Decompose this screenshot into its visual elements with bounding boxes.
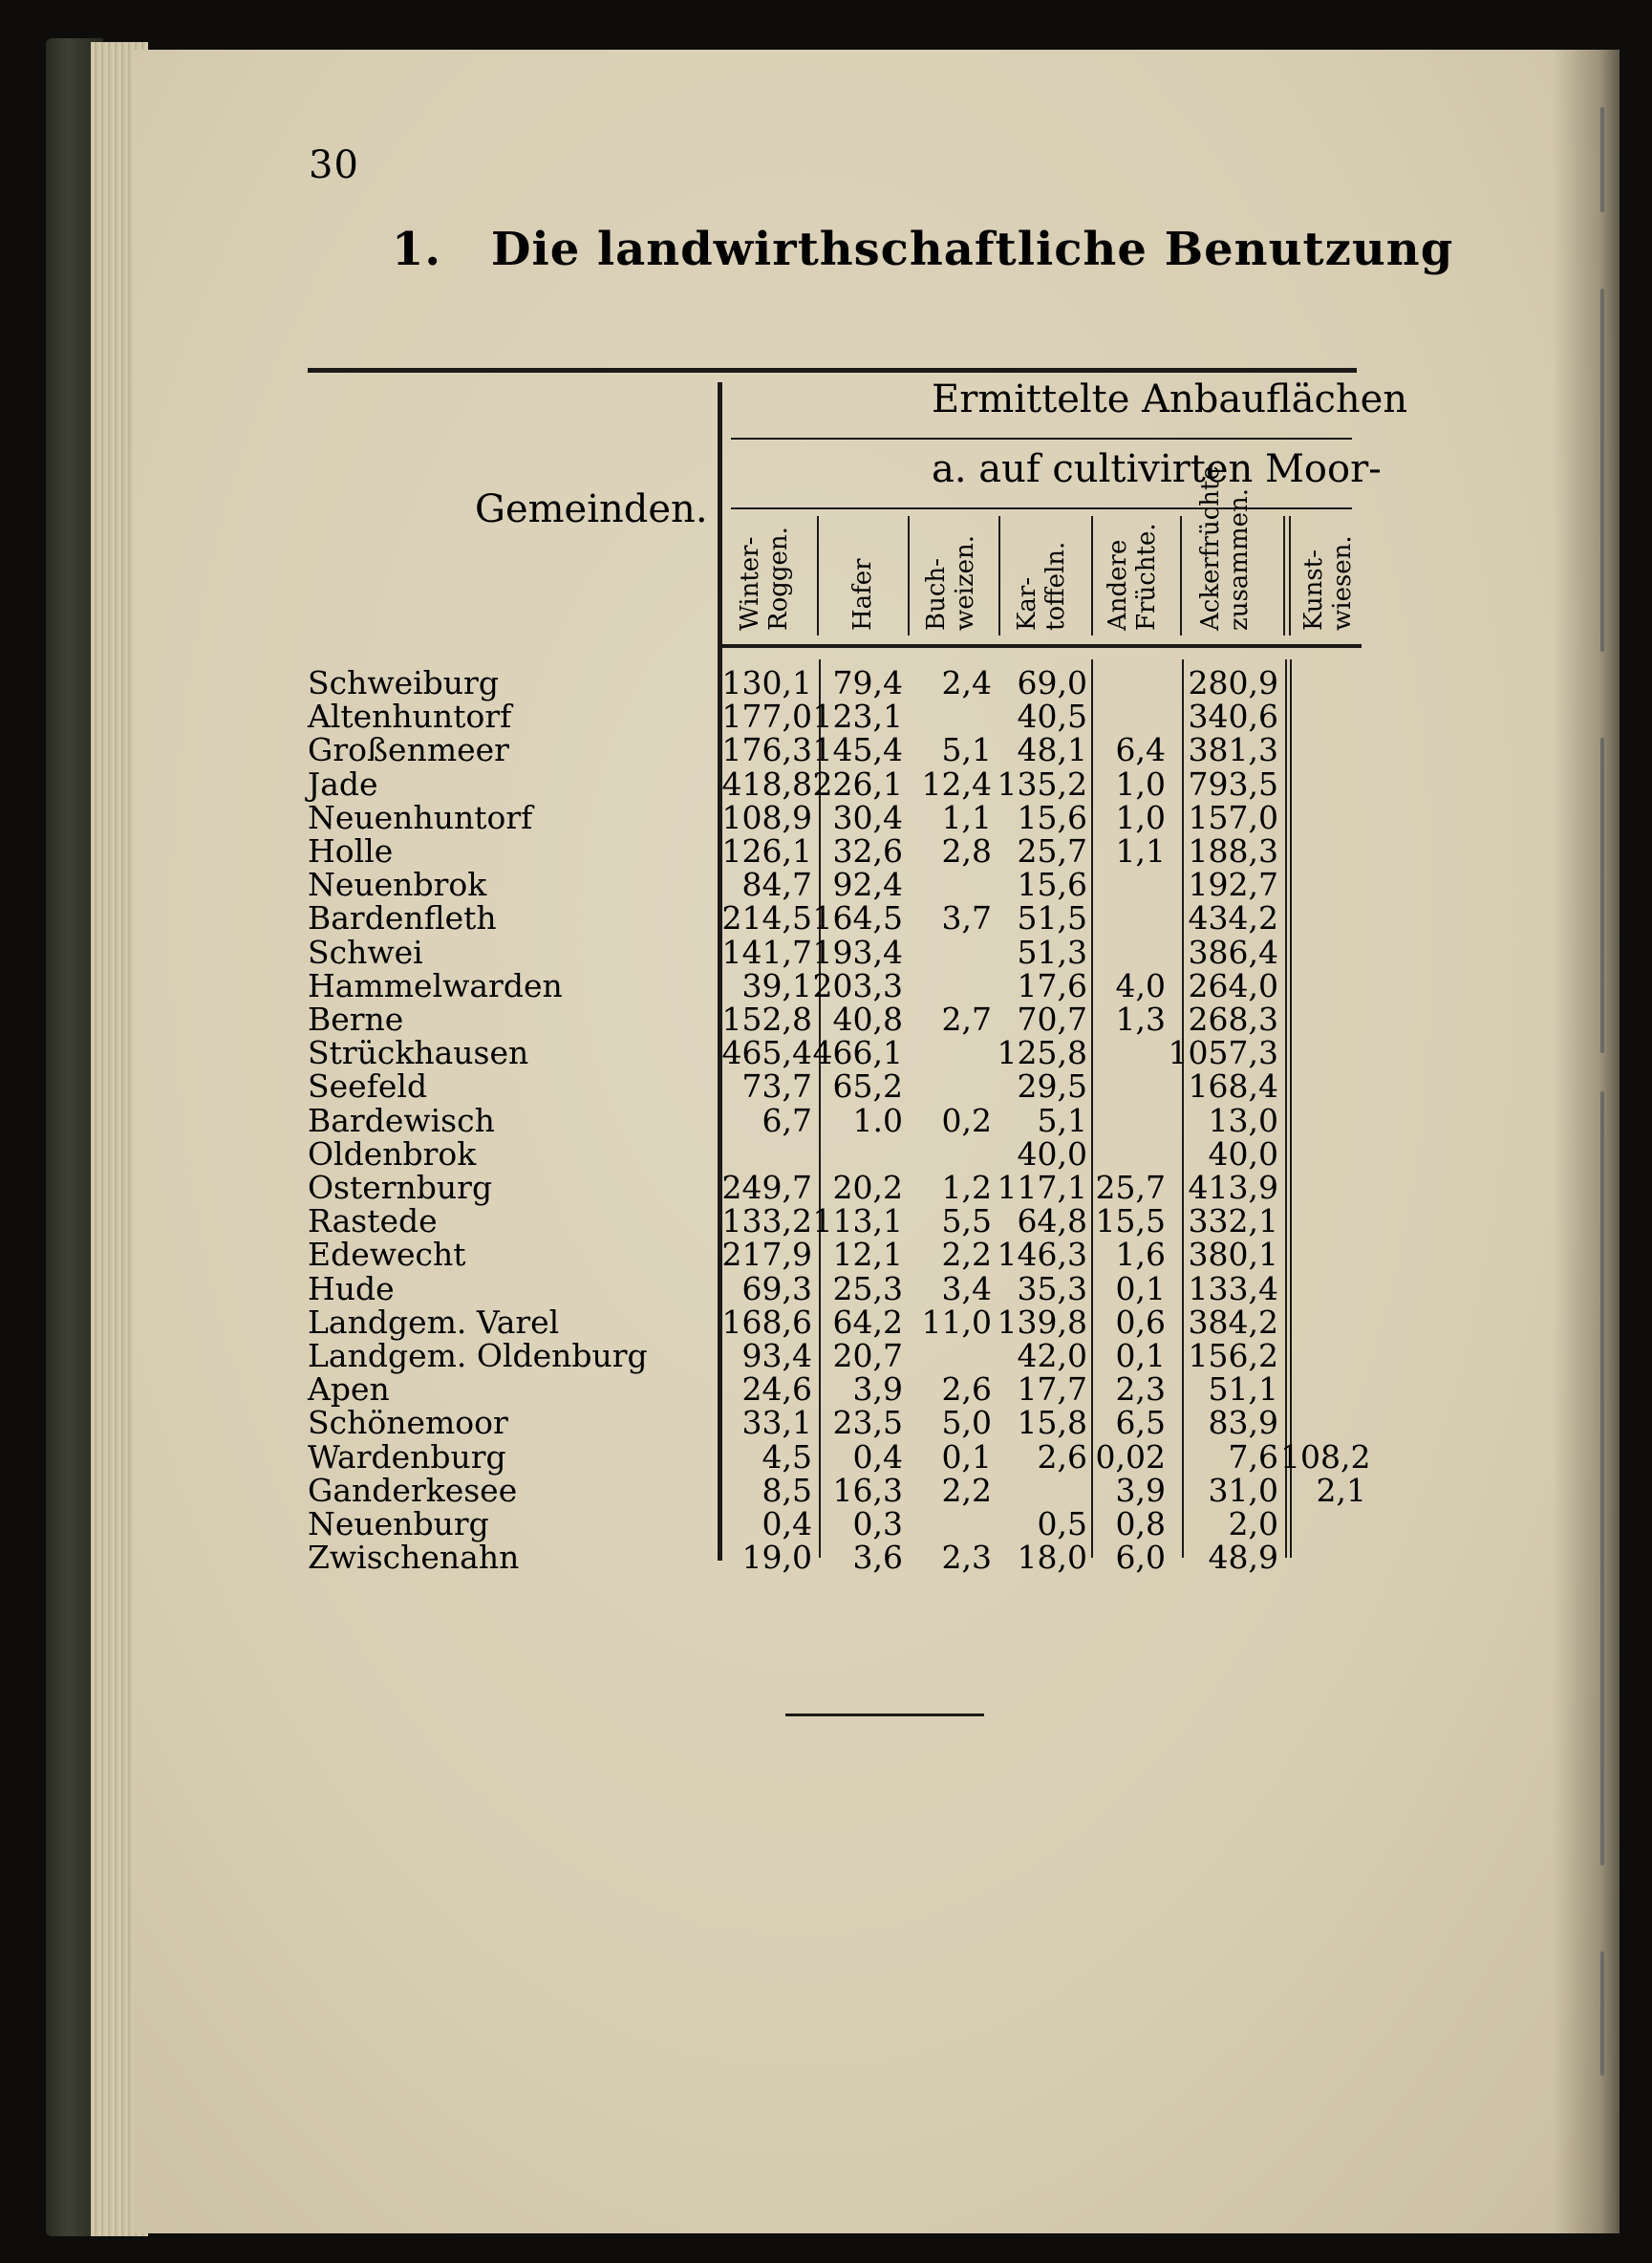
column-header-field-crops-total: Ackerfrüchte zusammen. <box>1196 465 1254 631</box>
municipality-name: Edewecht <box>308 1236 466 1274</box>
cell-potatoes: 48,1 <box>1017 731 1087 769</box>
table-row <box>0 1404 1529 1442</box>
cell-other: 3,9 <box>1115 1471 1166 1509</box>
column-divider <box>1091 516 1093 636</box>
cell-extra <box>1280 733 1366 766</box>
table-row <box>0 1339 1529 1372</box>
table-row <box>0 834 1529 868</box>
cell-oats: 123,1 <box>812 698 903 736</box>
cell-extra <box>1280 1507 1366 1541</box>
municipality-name: Oldenbrok <box>308 1134 477 1173</box>
title-number: 1. <box>392 223 442 276</box>
cell-extra <box>1280 1272 1366 1305</box>
cell-other: 25,7 <box>1095 1169 1166 1206</box>
cell-other: 1,3 <box>1115 1001 1166 1038</box>
cell-winter-rye: 108,9 <box>721 798 812 836</box>
cell-extra: 108,2 <box>1280 1437 1371 1476</box>
cell-total: 793,5 <box>1188 765 1278 803</box>
cell-oats: 20,7 <box>832 1337 903 1374</box>
cell-extra <box>1280 1541 1366 1574</box>
cell-winter-rye: 8,5 <box>762 1471 812 1509</box>
municipality-name: Rastede <box>308 1202 438 1240</box>
cell-winter-rye: 73,7 <box>741 1067 812 1106</box>
cell-oats: 25,3 <box>832 1269 903 1307</box>
cell-oats: 0,4 <box>852 1437 903 1476</box>
cell-other: 1,0 <box>1115 765 1166 803</box>
cell-buckwheat <box>896 1339 992 1372</box>
cell-potatoes: 125,8 <box>997 1034 1087 1072</box>
cell-winter-rye: 418,8 <box>721 765 812 803</box>
cell-total: 51,1 <box>1208 1370 1278 1409</box>
cell-winter-rye: 6,7 <box>762 1101 812 1139</box>
cell-oats: 12,1 <box>832 1236 903 1274</box>
cell-other: 6,4 <box>1115 731 1166 769</box>
cell-potatoes: 0,5 <box>1037 1505 1087 1542</box>
cell-other: 0,02 <box>1095 1437 1166 1476</box>
cell-winter-rye: 0,4 <box>762 1505 812 1542</box>
cell-other <box>1070 868 1166 901</box>
cell-extra <box>1280 1137 1366 1171</box>
cell-potatoes: 15,6 <box>1017 866 1087 904</box>
cell-total: 168,4 <box>1188 1067 1278 1106</box>
municipality-name: Schweiburg <box>308 664 499 701</box>
column-divider <box>1289 516 1291 636</box>
municipality-name: Bardewisch <box>308 1101 495 1139</box>
cell-potatoes: 18,0 <box>1017 1539 1087 1577</box>
municipality-name: Schwei <box>308 933 423 971</box>
table-row <box>0 899 1529 938</box>
cell-winter-rye: 176,3 <box>721 731 812 769</box>
cell-winter-rye: 4,5 <box>762 1437 812 1476</box>
cell-extra <box>1280 1036 1366 1069</box>
cell-other: 1,0 <box>1115 798 1166 836</box>
cell-extra <box>1280 901 1366 935</box>
table-row <box>0 1034 1529 1072</box>
table-row <box>0 1204 1529 1238</box>
cell-potatoes: 70,7 <box>1017 1001 1087 1038</box>
cell-buckwheat: 2,3 <box>941 1539 992 1577</box>
cell-buckwheat: 12,4 <box>921 765 992 803</box>
cell-oats: 30,4 <box>832 798 903 836</box>
cell-buckwheat: 2,2 <box>941 1236 992 1274</box>
municipality-name: Großenmeer <box>308 731 509 769</box>
cell-buckwheat: 3,4 <box>941 1269 992 1307</box>
table-row <box>0 1236 1529 1274</box>
municipality-name: Wardenburg <box>308 1437 506 1476</box>
cell-oats <box>798 1137 903 1171</box>
municipality-name: Neuenhuntorf <box>308 798 533 836</box>
cell-extra <box>1280 1305 1366 1339</box>
cell-total: 7,6 <box>1228 1437 1278 1476</box>
cell-oats: 113,1 <box>812 1202 903 1240</box>
cell-potatoes: 64,8 <box>1017 1202 1087 1240</box>
cell-oats: 32,6 <box>832 832 903 870</box>
cell-total: 31,0 <box>1208 1471 1278 1509</box>
cell-oats: 20,2 <box>832 1169 903 1206</box>
municipality-name: Ganderkesee <box>308 1471 518 1509</box>
cell-oats: 16,3 <box>832 1471 903 1509</box>
cell-other: 1,1 <box>1115 832 1166 870</box>
cell-total: 2,0 <box>1228 1505 1278 1542</box>
cell-buckwheat: 2,7 <box>941 1001 992 1038</box>
table-row <box>0 1002 1529 1036</box>
column-header-winter-rye: Winter- Roggen. <box>736 527 793 631</box>
cell-other: 6,0 <box>1115 1539 1166 1577</box>
cell-buckwheat <box>896 936 992 969</box>
cell-oats: 226,1 <box>812 765 903 803</box>
cell-other <box>1070 901 1166 935</box>
cell-buckwheat: 3,7 <box>941 899 992 938</box>
table-row <box>0 698 1529 736</box>
cell-extra <box>1280 1171 1366 1204</box>
municipality-name: Seefeld <box>308 1067 428 1106</box>
cell-buckwheat <box>896 1507 992 1541</box>
table-row <box>0 1539 1529 1577</box>
cell-winter-rye: 126,1 <box>721 832 812 870</box>
cell-potatoes: 5,1 <box>1037 1101 1087 1139</box>
cell-potatoes: 15,6 <box>1017 798 1087 836</box>
cell-buckwheat: 2,4 <box>941 664 992 701</box>
cell-oats: 79,4 <box>832 664 903 701</box>
cell-extra <box>1280 666 1366 700</box>
cell-extra <box>1280 1104 1366 1137</box>
cell-winter-rye: 214,5 <box>721 899 812 938</box>
cell-other: 4,0 <box>1115 966 1166 1004</box>
table-row <box>0 866 1529 904</box>
table-row <box>0 933 1529 971</box>
cell-buckwheat: 1,1 <box>941 798 992 836</box>
column-header-other-crops: Andere Früchte. <box>1104 523 1161 631</box>
cell-extra <box>1280 801 1366 834</box>
cell-extra <box>1280 767 1366 801</box>
cell-total: 13,0 <box>1208 1101 1278 1139</box>
municipality-name: Jade <box>308 765 378 803</box>
cell-potatoes: 51,5 <box>1017 899 1087 938</box>
cell-potatoes: 51,3 <box>1017 933 1087 971</box>
title-text: Die landwirthschaftliche Benutzung <box>490 223 1454 276</box>
cell-potatoes: 25,7 <box>1017 832 1087 870</box>
cell-oats: 164,5 <box>812 899 903 938</box>
table-top-rule <box>308 368 1357 373</box>
header-group-rule <box>731 438 1352 440</box>
municipality-name: Landgem. Oldenburg <box>308 1337 648 1374</box>
table-row <box>0 1171 1529 1204</box>
cell-extra <box>1280 700 1366 733</box>
cell-winter-rye: 465,4 <box>721 1034 812 1072</box>
cell-buckwheat <box>896 868 992 901</box>
table-row <box>0 1101 1529 1139</box>
cell-buckwheat: 2,8 <box>941 832 992 870</box>
cell-extra <box>1280 1339 1366 1372</box>
cell-potatoes: 139,8 <box>997 1303 1087 1341</box>
table-row <box>0 731 1529 769</box>
municipality-name: Osternburg <box>308 1169 493 1206</box>
cell-winter-rye: 177,0 <box>721 698 812 736</box>
cell-total: 380,1 <box>1188 1236 1278 1274</box>
cell-total: 384,2 <box>1188 1303 1278 1341</box>
cell-oats: 0,3 <box>852 1505 903 1542</box>
municipality-name: Neuenburg <box>308 1505 489 1542</box>
cell-oats: 23,5 <box>832 1404 903 1442</box>
table-row <box>0 1370 1529 1409</box>
cell-total: 156,2 <box>1188 1337 1278 1374</box>
cell-buckwheat <box>896 1036 992 1069</box>
table-row <box>0 1269 1529 1307</box>
cell-potatoes: 35,3 <box>1017 1269 1087 1307</box>
cell-other: 2,3 <box>1115 1370 1166 1409</box>
cell-potatoes: 117,1 <box>997 1169 1087 1206</box>
cell-potatoes: 17,7 <box>1017 1370 1087 1409</box>
cell-buckwheat <box>896 700 992 733</box>
cell-other: 0,6 <box>1115 1303 1166 1341</box>
cell-potatoes: 2,6 <box>1037 1437 1087 1476</box>
cell-other: 0,1 <box>1115 1337 1166 1374</box>
municipality-name: Strückhausen <box>308 1034 529 1072</box>
column-divider <box>908 516 910 636</box>
cell-other <box>1070 1036 1166 1069</box>
cell-extra <box>1280 936 1366 969</box>
cell-extra: 2,1 <box>1316 1471 1366 1509</box>
column-header-buckwheat: Buch- weizen. <box>922 534 979 631</box>
cell-winter-rye: 84,7 <box>741 866 812 904</box>
cell-other: 6,5 <box>1115 1404 1166 1442</box>
cell-extra <box>1280 1069 1366 1103</box>
table-row <box>0 1507 1529 1541</box>
column-divider <box>817 516 819 636</box>
municipality-name: Berne <box>308 1001 404 1038</box>
municipality-name: Schönemoor <box>308 1404 508 1442</box>
table-row <box>0 1471 1529 1509</box>
cell-buckwheat: 5,0 <box>941 1404 992 1442</box>
cell-oats: 64,2 <box>832 1303 903 1341</box>
cell-buckwheat: 1,2 <box>941 1169 992 1206</box>
cell-winter-rye: 33,1 <box>741 1404 812 1442</box>
cell-total: 48,9 <box>1208 1539 1278 1577</box>
cell-oats: 40,8 <box>832 1001 903 1038</box>
cell-other: 15,5 <box>1095 1202 1166 1240</box>
column-header-potatoes: Kar- toffeln. <box>1013 541 1070 631</box>
closing-rule <box>785 1713 984 1716</box>
cell-winter-rye: 93,4 <box>741 1337 812 1374</box>
cell-other <box>1070 1104 1166 1137</box>
binding-stitch <box>1600 738 1604 1053</box>
table-row <box>0 666 1529 700</box>
cell-extra <box>1280 1238 1366 1271</box>
cell-total: 1057,3 <box>1168 1034 1278 1072</box>
cell-extra <box>1280 1002 1366 1036</box>
cell-total: 434,2 <box>1188 899 1278 938</box>
cell-buckwheat: 5,5 <box>941 1202 992 1240</box>
group-header: Ermittelte Anbauflächen <box>932 377 1408 421</box>
cell-buckwheat <box>896 1137 992 1171</box>
cell-buckwheat: 2,2 <box>941 1471 992 1509</box>
cell-potatoes: 40,5 <box>1017 698 1087 736</box>
cell-other <box>1070 1069 1166 1103</box>
cell-extra <box>1280 834 1366 868</box>
cell-total: 192,7 <box>1188 866 1278 904</box>
cell-other: 0,1 <box>1115 1269 1166 1307</box>
header-bottom-rule <box>721 644 1362 648</box>
cell-other <box>1070 936 1166 969</box>
cell-winter-rye <box>707 1137 812 1171</box>
cell-potatoes: 15,8 <box>1017 1404 1087 1442</box>
municipality-header: Gemeinden. <box>475 487 708 531</box>
cell-oats: 92,4 <box>832 866 903 904</box>
cell-total: 40,0 <box>1208 1134 1278 1173</box>
column-divider <box>1283 516 1285 636</box>
cell-buckwheat: 0,1 <box>941 1437 992 1476</box>
table-row <box>0 1305 1529 1339</box>
table-row <box>0 1437 1529 1476</box>
table-row <box>0 767 1529 801</box>
column-header-oats: Hafer <box>848 558 877 631</box>
cell-winter-rye: 19,0 <box>741 1539 812 1577</box>
page-title <box>392 223 1453 276</box>
cell-total: 386,4 <box>1188 933 1278 971</box>
cell-buckwheat: 11,0 <box>921 1303 992 1341</box>
table-row <box>0 1134 1529 1173</box>
cell-winter-rye: 141,7 <box>721 933 812 971</box>
cell-oats: 3,9 <box>852 1370 903 1409</box>
cell-extra <box>1280 1406 1366 1439</box>
municipality-name: Zwischenahn <box>308 1539 520 1577</box>
cell-winter-rye: 249,7 <box>721 1169 812 1206</box>
cell-buckwheat <box>896 969 992 1002</box>
cell-potatoes: 42,0 <box>1017 1337 1087 1374</box>
cell-winter-rye: 133,2 <box>721 1202 812 1240</box>
cell-buckwheat: 2,6 <box>941 1370 992 1409</box>
cell-winter-rye: 130,1 <box>721 664 812 701</box>
cell-other <box>1070 666 1166 700</box>
cell-total: 340,6 <box>1188 698 1278 736</box>
column-divider <box>1180 516 1182 636</box>
table-row <box>0 1067 1529 1106</box>
cell-other <box>1070 700 1166 733</box>
municipality-name: Landgem. Varel <box>308 1303 560 1341</box>
cell-potatoes: 146,3 <box>997 1236 1087 1274</box>
cell-buckwheat: 5,1 <box>941 731 992 769</box>
binding-stitch <box>1600 107 1604 212</box>
cell-extra <box>1280 868 1366 901</box>
cell-winter-rye: 24,6 <box>741 1370 812 1409</box>
cell-extra <box>1280 969 1366 1002</box>
binding-stitch <box>1600 1951 1604 2076</box>
cell-potatoes: 69,0 <box>1017 664 1087 701</box>
header-subgroup-rule <box>731 507 1352 509</box>
table-row <box>0 798 1529 836</box>
cell-winter-rye: 152,8 <box>721 1001 812 1038</box>
cell-other <box>1070 1137 1166 1171</box>
cell-winter-rye: 217,9 <box>721 1236 812 1274</box>
cell-oats: 193,4 <box>812 933 903 971</box>
cell-winter-rye: 39,1 <box>741 966 812 1004</box>
municipality-name: Apen <box>308 1370 390 1409</box>
cell-oats: 203,3 <box>812 966 903 1004</box>
cell-potatoes: 135,2 <box>997 765 1087 803</box>
cell-other: 1,6 <box>1115 1236 1166 1274</box>
cell-total: 332,1 <box>1188 1202 1278 1240</box>
binding-stitch <box>1600 289 1604 652</box>
cell-extra <box>1280 1372 1366 1406</box>
binding-stitch <box>1600 1091 1604 1865</box>
cell-total: 264,0 <box>1188 966 1278 1004</box>
page-number: 30 <box>309 143 359 187</box>
municipality-name: Neuenbrok <box>308 866 487 904</box>
cell-total: 280,9 <box>1188 664 1278 701</box>
cell-total: 83,9 <box>1208 1404 1278 1442</box>
table-row <box>0 966 1529 1004</box>
cell-other: 0,8 <box>1115 1505 1166 1542</box>
cell-extra <box>1280 1204 1366 1238</box>
cell-total: 413,9 <box>1188 1169 1278 1206</box>
column-header-artificial-meadows: Kunst- wiesen. <box>1299 535 1357 631</box>
municipality-name: Holle <box>308 832 394 870</box>
cell-total: 381,3 <box>1188 731 1278 769</box>
cell-total: 157,0 <box>1188 798 1278 836</box>
cell-oats: 145,4 <box>812 731 903 769</box>
subgroup-header: a. auf cultivirten Moor- <box>932 447 1382 491</box>
page-gutter <box>1553 50 1620 2233</box>
cell-buckwheat <box>896 1069 992 1103</box>
cell-total: 188,3 <box>1188 832 1278 870</box>
cell-oats: 466,1 <box>812 1034 903 1072</box>
cell-winter-rye: 168,6 <box>721 1303 812 1341</box>
cell-potatoes: 40,0 <box>1017 1134 1087 1173</box>
cell-oats: 1.0 <box>852 1101 903 1139</box>
cell-potatoes: 29,5 <box>1017 1067 1087 1106</box>
cell-potatoes: 17,6 <box>1017 966 1087 1004</box>
municipality-name: Hude <box>308 1269 395 1307</box>
cell-total: 268,3 <box>1188 1001 1278 1038</box>
municipality-name: Altenhuntorf <box>308 698 512 736</box>
column-divider <box>998 516 1000 636</box>
municipality-name: Hammelwarden <box>308 966 563 1004</box>
cell-buckwheat: 0,2 <box>941 1101 992 1139</box>
cell-oats: 65,2 <box>832 1067 903 1106</box>
cell-total: 133,4 <box>1188 1269 1278 1307</box>
cell-oats: 3,6 <box>852 1539 903 1577</box>
cell-winter-rye: 69,3 <box>741 1269 812 1307</box>
municipality-name: Bardenfleth <box>308 899 497 938</box>
